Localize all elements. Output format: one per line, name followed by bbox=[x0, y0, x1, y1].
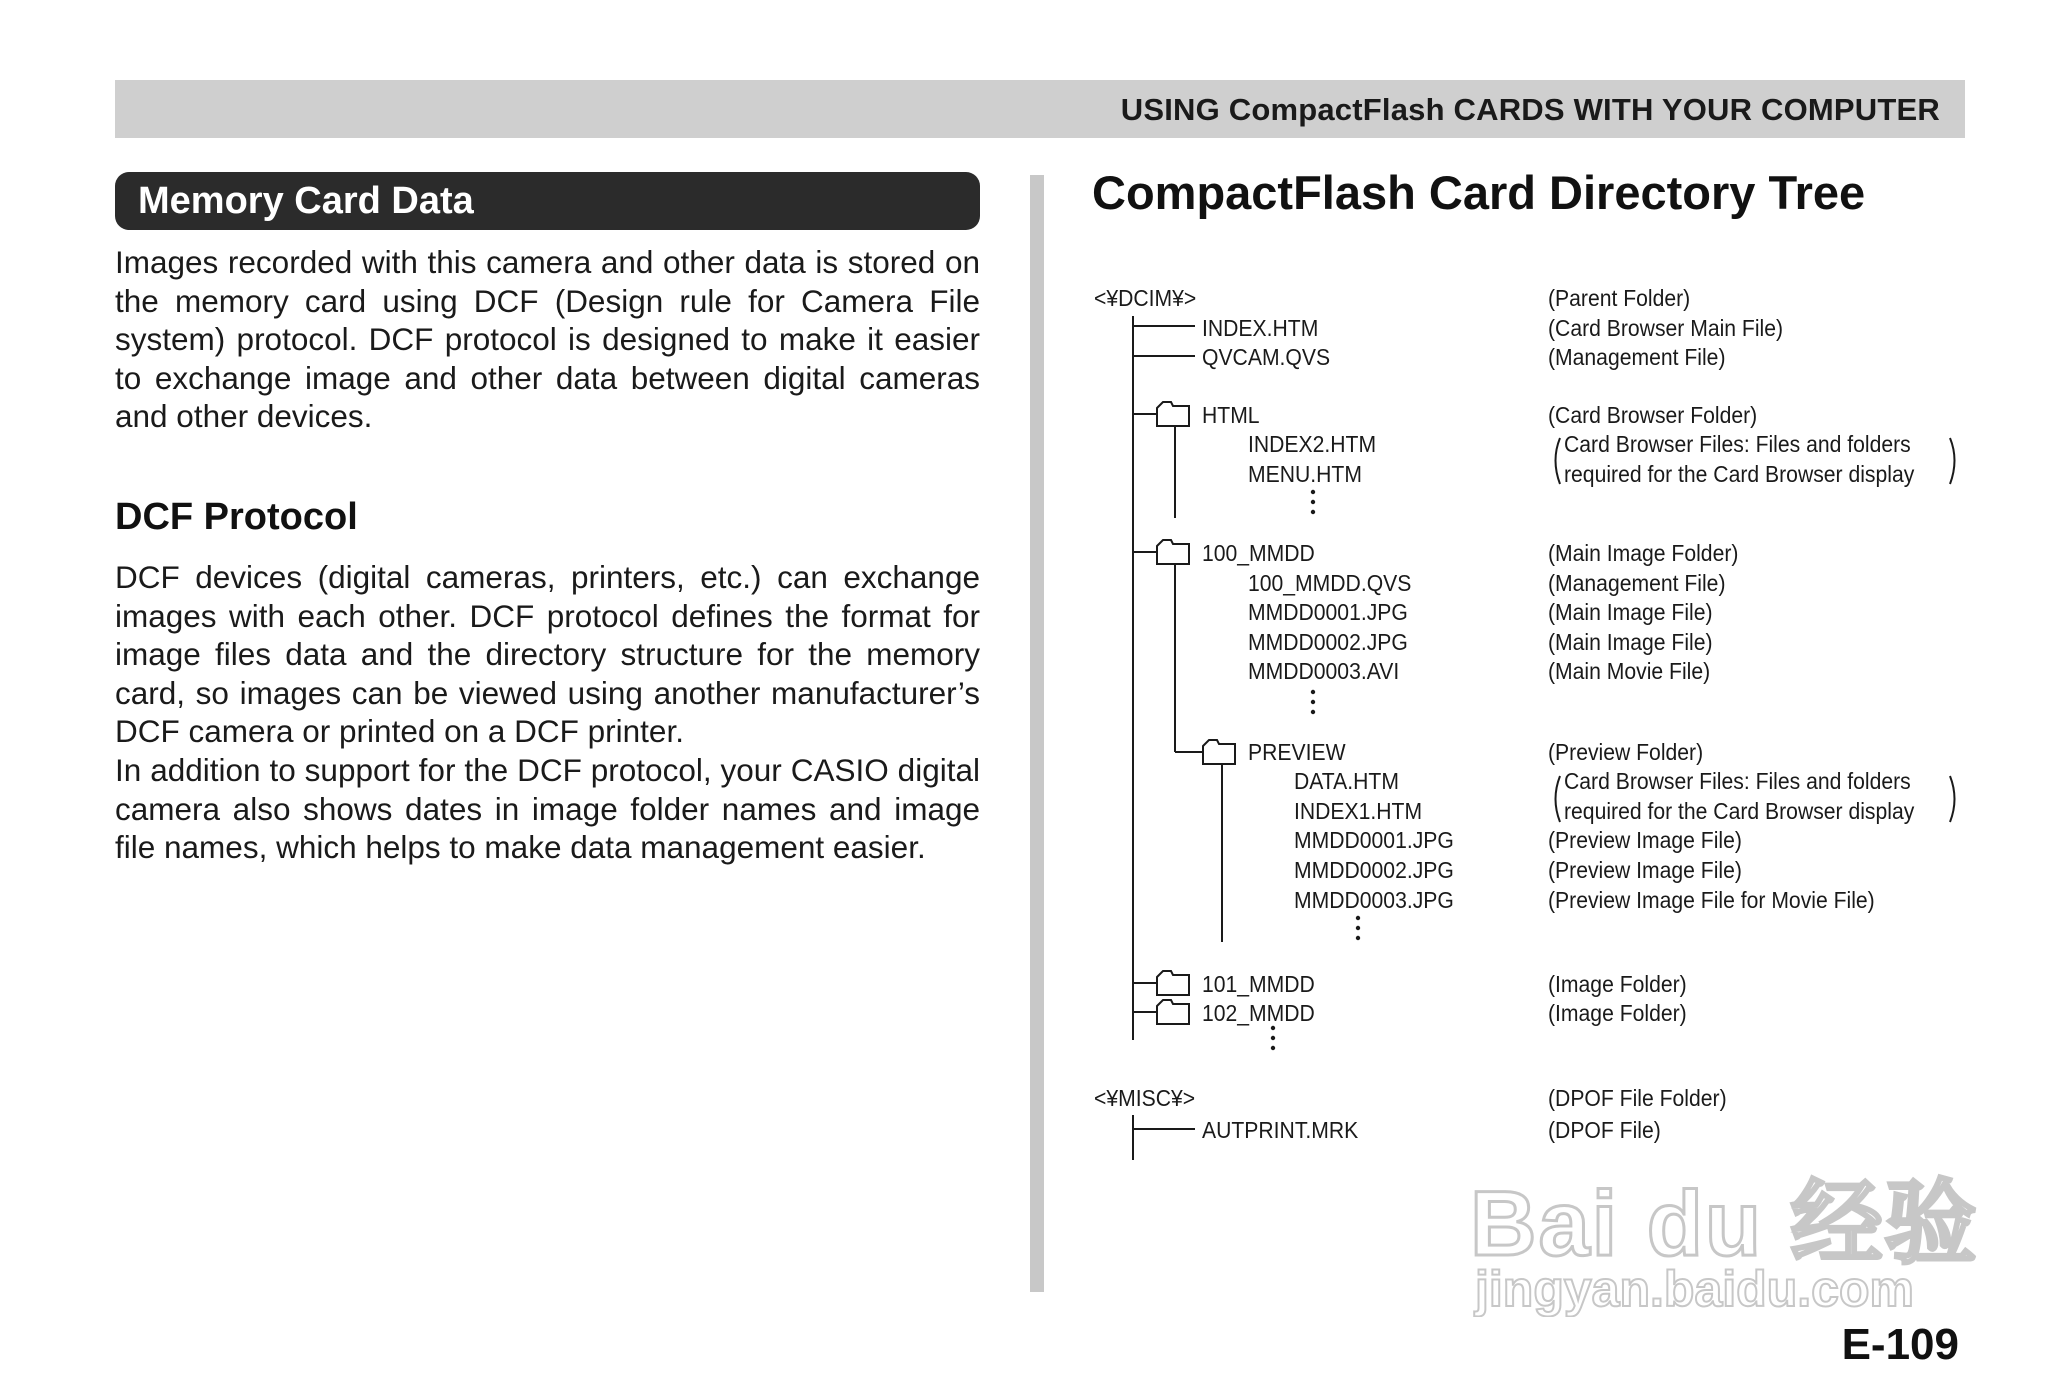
watermark-logo: Bai du 经验 bbox=[1470, 1173, 1979, 1275]
tree-node-main-avi-3: MMDD0003.AVI bbox=[1248, 658, 1400, 684]
tree-desc-main-folder: (Main Image Folder) bbox=[1548, 540, 1739, 566]
folder-icon bbox=[1157, 540, 1189, 564]
tree-desc-browser-folder: (Card Browser Folder) bbox=[1548, 402, 1758, 428]
tree-desc-preview-image-1: (Preview Image File) bbox=[1548, 827, 1742, 853]
tree-desc-main-movie: (Main Movie File) bbox=[1548, 658, 1711, 684]
tree-node-preview-jpg-1: MMDD0001.JPG bbox=[1294, 827, 1454, 853]
tree-node-menu: MENU.HTM bbox=[1248, 461, 1362, 487]
header-title: USING CompactFlash CARDS WITH YOUR COMPUTER bbox=[1120, 92, 1940, 127]
tree-desc-management-2: (Management File) bbox=[1548, 570, 1726, 596]
tree-desc-image-folder-2: (Image Folder) bbox=[1548, 1000, 1687, 1026]
tree-desc-browser-files-b2: required for the Card Browser display bbox=[1564, 798, 1915, 824]
tree-desc-parent: (Parent Folder) bbox=[1548, 285, 1691, 311]
dcf-protocol-heading: DCF Protocol bbox=[115, 496, 358, 538]
folder-icons bbox=[1157, 402, 1235, 1024]
tree-desc-preview-movie: (Preview Image File for Movie File) bbox=[1548, 887, 1875, 913]
dcf-paragraph-2: In addition to support for the DCF protocol, your CASIO digital camera also shows dates in image folder names and image file names, which helps to make data management easier. bbox=[115, 751, 980, 866]
section-heading-label: Memory Card Data bbox=[138, 180, 474, 222]
tree-desc-preview-folder: (Preview Folder) bbox=[1548, 739, 1704, 765]
tree-node-100-qvs: 100_MMDD.QVS bbox=[1248, 570, 1412, 596]
folder-icon bbox=[1157, 1000, 1189, 1024]
tree-title: CompactFlash Card Directory Tree bbox=[1092, 166, 1866, 219]
tree-node-index-htm: INDEX.HTM bbox=[1202, 315, 1319, 341]
folder-icon bbox=[1157, 971, 1189, 995]
tree-node-102-mmdd: 102_MMDD bbox=[1202, 1000, 1315, 1026]
tree-desc-browser-files-a1: Card Browser Files: Files and folders bbox=[1564, 431, 1911, 457]
tree-desc-browser-files-b1: Card Browser Files: Files and folders bbox=[1564, 768, 1911, 794]
tree-node-autprint: AUTPRINT.MRK bbox=[1202, 1117, 1359, 1143]
tree-desc-browser-main: (Card Browser Main File) bbox=[1548, 315, 1784, 341]
tree-node-main-jpg-2: MMDD0002.JPG bbox=[1248, 629, 1408, 655]
intro-text: Images recorded with this camera and other data is stored on the memory card using DCF (Design rule for Camera File system) protocol. DCF protocol is designed to make it easier to exchange image and other data between digital cameras and other devices. bbox=[115, 244, 980, 435]
tree-node-preview-jpg-2: MMDD0002.JPG bbox=[1294, 857, 1454, 883]
tree-desc-dpof-folder: (DPOF File Folder) bbox=[1548, 1085, 1727, 1111]
tree-desc-dpof-file: (DPOF File) bbox=[1548, 1117, 1661, 1143]
dcf-paragraph-1: DCF devices (digital cameras, printers, etc.) can exchange images with each other. DCF protocol defines the format for image files data and the directory structure for the memory card, so images can be viewed using another manufacturer’s DCF camera or printed on a DCF printer. bbox=[115, 559, 980, 750]
baidu-watermark bbox=[1470, 1130, 1979, 1320]
tree-node-data-htm: DATA.HTM bbox=[1294, 768, 1399, 794]
folder-icon bbox=[1203, 740, 1235, 764]
tree-node-index1: INDEX1.HTM bbox=[1294, 798, 1423, 824]
tree-desc-preview-image-2: (Preview Image File) bbox=[1548, 857, 1742, 883]
tree-node-preview-jpg-3: MMDD0003.JPG bbox=[1294, 887, 1454, 913]
tree-node-dcim: <¥DCIM¥> bbox=[1094, 285, 1197, 311]
watermark-url: jingyan.baidu.com bbox=[1475, 1261, 1914, 1317]
tree-node-100-mmdd: 100_MMDD bbox=[1202, 540, 1315, 566]
tree-node-html-folder: HTML bbox=[1202, 402, 1260, 428]
tree-node-101-mmdd: 101_MMDD bbox=[1202, 971, 1315, 997]
tree-desc-main-image-1: (Main Image File) bbox=[1548, 599, 1713, 625]
tree-desc-management-1: (Management File) bbox=[1548, 344, 1726, 370]
tree-node-qvcam: QVCAM.QVS bbox=[1202, 344, 1331, 370]
page-number: E-109 bbox=[1841, 1320, 1959, 1369]
tree-node-preview-folder: PREVIEW bbox=[1248, 739, 1346, 765]
tree-node-misc: <¥MISC¥> bbox=[1094, 1085, 1196, 1111]
tree-node-main-jpg-1: MMDD0001.JPG bbox=[1248, 599, 1408, 625]
tree-node-index2: INDEX2.HTM bbox=[1248, 431, 1377, 457]
tree-desc-main-image-2: (Main Image File) bbox=[1548, 629, 1713, 655]
tree-desc-browser-files-a2: required for the Card Browser display bbox=[1564, 461, 1915, 487]
tree-desc-image-folder-1: (Image Folder) bbox=[1548, 971, 1687, 997]
folder-icon bbox=[1157, 402, 1189, 426]
